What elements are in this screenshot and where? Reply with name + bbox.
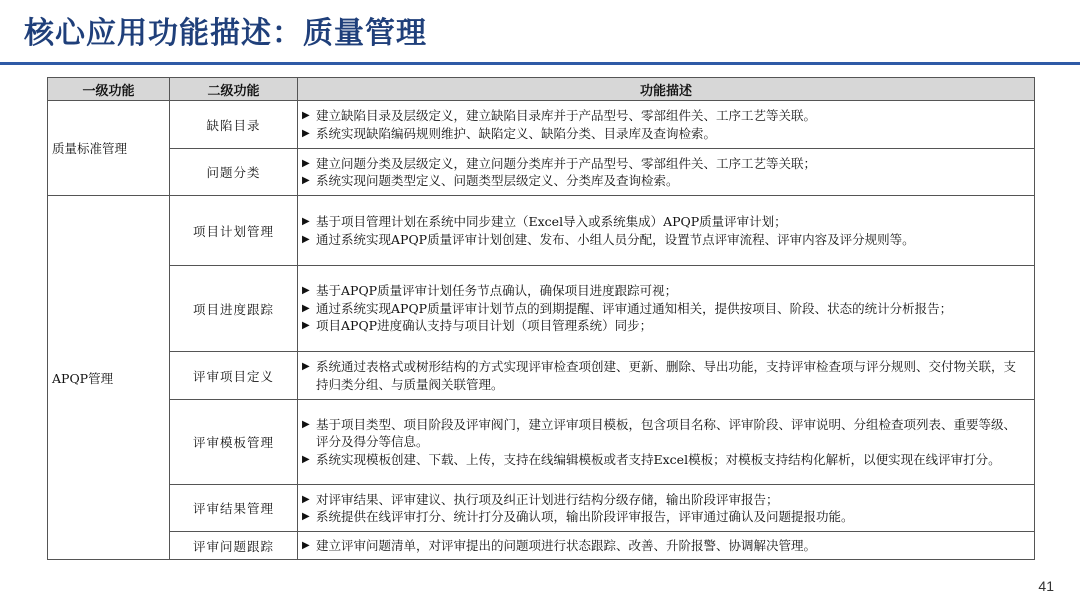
bullet-item xyxy=(302,213,1028,231)
table-row xyxy=(48,101,1035,149)
bullet-text: 系统实现问题类型定义、问题类型层级定义、分类库及查询检索。 xyxy=(316,173,679,188)
description-cell xyxy=(298,400,1035,485)
bullet-triangle-icon: ▶ xyxy=(302,511,310,522)
bullet-triangle-icon: ▶ xyxy=(302,233,310,245)
bullet-text: 对评审结果、评审建议、执行项及纠正计划进行结构分级存储，输出阶段评审报告； xyxy=(316,491,779,507)
bullet-text: 系统通过表格式或树形结构的方式实现评审检查项创建、更新、删除、导出功能，支持评审检查项与评分规则、交付物关联，支持归类分组、与质量阀关联管理。 xyxy=(316,359,1017,392)
bullet-text: 通过系统实现APQP质量评审计划节点的到期提醒、评审通过通知相关，提供按项目、阶段、状态的统计分析报告； xyxy=(316,300,953,316)
function-table xyxy=(47,77,1035,560)
table-row xyxy=(48,532,1035,560)
bullet-triangle-icon: ▶ xyxy=(302,493,310,505)
level1-cell: APQP管理 xyxy=(48,196,170,560)
bullet-item xyxy=(302,125,1028,143)
bullet-text: 基于项目管理计划在系统中同步建立（Excel导入或系统集成）APQP质量评审计划； xyxy=(316,214,787,229)
table-row xyxy=(48,266,1035,352)
bullet-item xyxy=(302,416,1028,451)
bullet-item xyxy=(302,358,1028,393)
description-cell xyxy=(298,196,1035,266)
level2-cell: 问题分类 xyxy=(170,149,298,196)
bullet-item xyxy=(302,172,1028,190)
table-row xyxy=(48,485,1035,532)
bullet-triangle-icon: ▶ xyxy=(302,110,310,121)
description-cell xyxy=(298,149,1035,196)
bullet-text: 建立缺陷目录及层级定义，建立缺陷目录库并于产品型号、零部组件关、工序工艺等关联。 xyxy=(316,108,817,123)
bullet-item xyxy=(302,107,1028,125)
bullet-triangle-icon: ▶ xyxy=(302,175,310,186)
bullet-triangle-icon: ▶ xyxy=(302,418,310,430)
level2-cell: 评审项目定义 xyxy=(170,352,298,400)
header-description: 功能描述 xyxy=(298,78,1035,101)
table-row xyxy=(48,149,1035,196)
level2-cell: 评审问题跟踪 xyxy=(170,532,298,560)
table-row xyxy=(48,400,1035,485)
bullet-triangle-icon: ▶ xyxy=(302,285,310,297)
bullet-item xyxy=(302,155,1028,173)
header-level1: 一级功能 xyxy=(48,78,170,101)
bullet-text: 建立问题分类及层级定义，建立问题分类库并于产品型号、零部组件关、工序工艺等关联； xyxy=(316,155,817,171)
bullet-triangle-icon: ▶ xyxy=(302,453,310,465)
bullet-item xyxy=(302,537,1028,555)
bullet-item xyxy=(302,491,1028,509)
bullet-text: 建立评审问题清单，对评审提出的问题项进行状态跟踪、改善、升阶报警、协调解决管理。 xyxy=(316,537,817,553)
bullet-text: 基于APQP质量评审计划任务节点确认，确保项目进度跟踪可视； xyxy=(316,283,678,299)
bullet-triangle-icon: ▶ xyxy=(302,302,310,314)
bullet-triangle-icon: ▶ xyxy=(302,157,310,169)
level2-cell: 评审结果管理 xyxy=(170,485,298,532)
header-level2: 二级功能 xyxy=(170,78,298,101)
bullet-item xyxy=(302,231,1028,249)
level1-cell: 质量标准管理 xyxy=(48,101,170,196)
level2-cell: 项目进度跟踪 xyxy=(170,266,298,352)
page-number: 41 xyxy=(1038,578,1054,594)
bullet-text: 项目APQP进度确认支持与项目计划（项目管理系统）同步； xyxy=(316,318,653,334)
level2-cell: 评审模板管理 xyxy=(170,400,298,485)
table-row xyxy=(48,196,1035,266)
bullet-triangle-icon: ▶ xyxy=(302,539,310,551)
bullet-item xyxy=(302,300,1028,318)
table-header-row xyxy=(48,78,1035,101)
description-cell xyxy=(298,101,1035,149)
description-cell xyxy=(298,266,1035,352)
title-divider xyxy=(0,62,1080,65)
bullet-text: 基于项目类型、项目阶段及评审阀门，建立评审项目模板，包含项目名称、评审阶段、评审说明、分组检查项列表、重要等级、评分及得分等信息。 xyxy=(316,416,1017,450)
description-cell xyxy=(298,532,1035,560)
bullet-item xyxy=(302,317,1028,335)
level2-cell: 缺陷目录 xyxy=(170,101,298,149)
description-cell xyxy=(298,485,1035,532)
bullet-triangle-icon: ▶ xyxy=(302,127,310,139)
description-cell xyxy=(298,352,1035,400)
page-title: 核心应用功能描述：质量管理 xyxy=(24,16,427,51)
bullet-text: 系统实现缺陷编码规则维护、缺陷定义、缺陷分类、目录库及查询检索。 xyxy=(316,125,717,141)
bullet-item xyxy=(302,508,1028,526)
bullet-item xyxy=(302,451,1028,469)
bullet-item xyxy=(302,282,1028,300)
level2-cell: 项目计划管理 xyxy=(170,196,298,266)
bullet-text: 通过系统实现APQP质量评审计划创建、发布、小组人员分配，设置节点评审流程、评审内容及评分规则等。 xyxy=(316,231,915,247)
bullet-text: 系统实现模板创建、下载、上传，支持在线编辑模板或者支持Excel模板；对模板支持结构化解析，以便实现在线评审打分。 xyxy=(316,451,1001,467)
bullet-text: 系统提供在线评审打分、统计打分及确认项，输出阶段评审报告，评审通过确认及问题提报功能。 xyxy=(316,509,854,524)
table-row xyxy=(48,352,1035,400)
bullet-triangle-icon: ▶ xyxy=(302,216,310,227)
bullet-triangle-icon: ▶ xyxy=(302,320,310,332)
bullet-triangle-icon: ▶ xyxy=(302,361,310,372)
